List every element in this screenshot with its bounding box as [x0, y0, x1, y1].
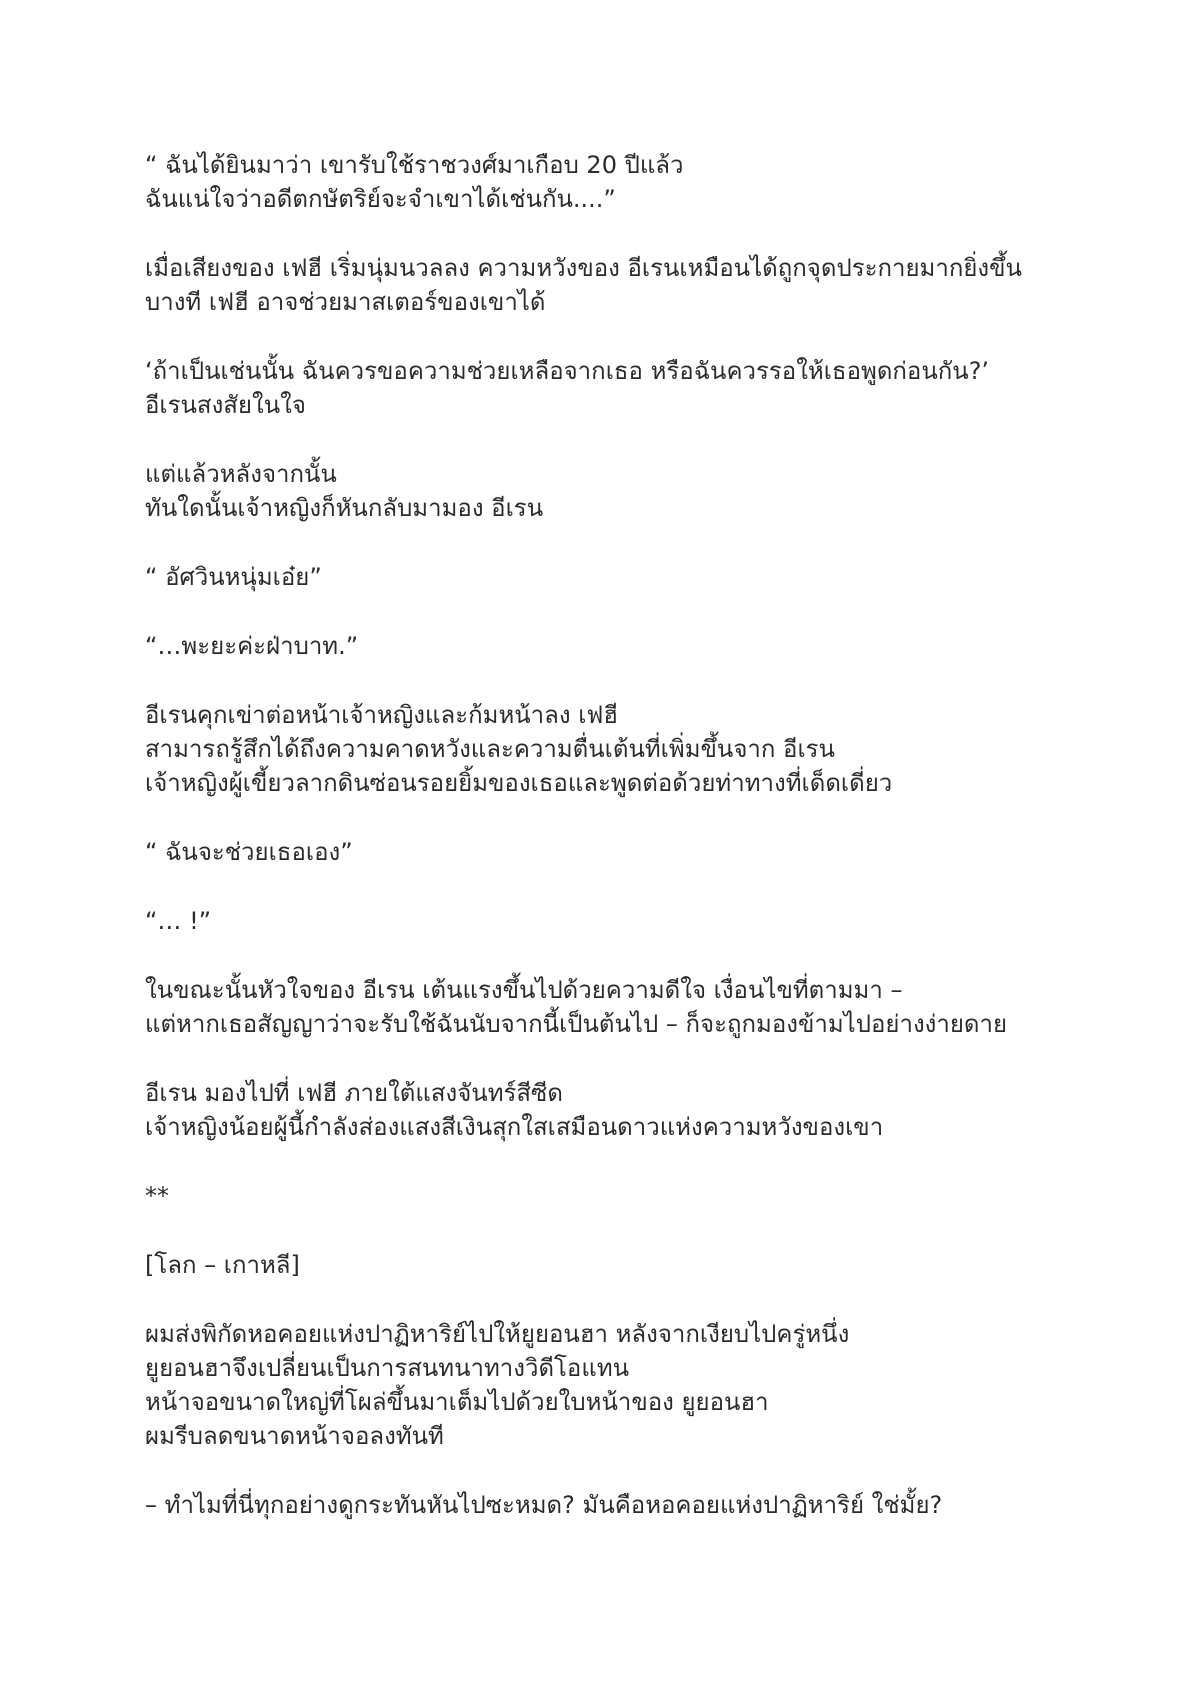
- text-line: อีเรน มองไปที่ เฟฮี ภายใต้แสงจันทร์สีซีด: [145, 1079, 563, 1107]
- text-line: แต่แล้วหลังจากนั้น: [145, 460, 337, 488]
- paragraph: [145, 354, 1045, 422]
- paragraph: [145, 148, 1045, 216]
- text-line: “ ฉันได้ยินมาว่า เขารับใช้ราชวงศ์มาเกือบ 20 ปีแล้ว: [145, 151, 684, 179]
- paragraph: [145, 1488, 1045, 1522]
- text-line: ฉันแน่ใจว่าอดีตกษัตริย์จะจำเขาได้เช่นกัน....”: [145, 185, 616, 213]
- text-line: – ทำไมที่นี่ทุกอย่างดูกระทันหันไปซะหมด? มันคือหอคอยแห่งปาฏิหาริย์ ใช่มั้ย?: [145, 1491, 943, 1519]
- text-line: อีเรนสงสัยในใจ: [145, 391, 306, 419]
- document-body: [145, 148, 1045, 1557]
- text-line: บางที เฟฮี อาจช่วยมาสเตอร์ของเขาได้: [145, 288, 546, 316]
- paragraph: [145, 835, 1045, 869]
- text-line: สามารถรู้สึกได้ถึงความคาดหวังและความตื่นเต้นที่เพิ่มขึ้นจาก อีเรน: [145, 735, 835, 763]
- text-line: **: [145, 1182, 169, 1210]
- paragraph: [145, 560, 1045, 594]
- text-line: ในขณะนั้นหัวใจของ อีเรน เต้นแรงขึ้นไปด้วยความดีใจ เงื่อนไขที่ตามมา –: [145, 976, 903, 1004]
- text-line: แต่หากเธอสัญญาว่าจะรับใช้ฉันนับจากนี้เป็นต้นไป – ก็จะถูกมองข้ามไปอย่างง่ายดาย: [145, 1010, 1008, 1038]
- paragraph: [145, 904, 1045, 938]
- text-line: “… !”: [145, 907, 212, 935]
- paragraph: [145, 698, 1045, 800]
- text-line: “ อัศวินหนุ่มเอ๋ย”: [145, 563, 322, 591]
- text-line: ผมรีบลดขนาดหน้าจอลงทันที: [145, 1422, 444, 1450]
- text-line: ผมส่งพิกัดหอคอยแห่งปาฏิหาริย์ไปให้ยูยอนฮา หลังจากเงียบไปครู่หนึ่ง: [145, 1320, 850, 1348]
- text-line: หน้าจอขนาดใหญ่ที่โผล่ขึ้นมาเต็มไปด้วยใบหน้าของ ยูยอนฮา: [145, 1388, 769, 1416]
- text-line: เมื่อเสียงของ เฟฮี เริ่มนุ่มนวลลง ความหวังของ อีเรนเหมือนได้ถูกจุดประกายมากยิ่งขึ้น: [145, 254, 1022, 282]
- text-line: ‘ถ้าเป็นเช่นนั้น ฉันควรขอความช่วยเหลือจากเธอ หรือฉันควรรอให้เธอพูดก่อนกัน?’: [145, 357, 990, 385]
- text-line: [โลก – เกาหลี]: [145, 1251, 300, 1279]
- text-line: “ ฉันจะช่วยเธอเอง”: [145, 838, 353, 866]
- text-line: ยูยอนฮาจึงเปลี่ยนเป็นการสนทนาทางวิดีโอแทน: [145, 1354, 630, 1382]
- paragraph: [145, 1248, 1045, 1282]
- paragraph: [145, 973, 1045, 1041]
- text-line: อีเรนคุกเข่าต่อหน้าเจ้าหญิงและก้มหน้าลง เฟฮี: [145, 701, 619, 729]
- paragraph: [145, 457, 1045, 525]
- paragraph: [145, 1317, 1045, 1453]
- paragraph: [145, 629, 1045, 663]
- paragraph: [145, 1076, 1045, 1144]
- paragraph: [145, 251, 1045, 319]
- text-line: ทันใดนั้นเจ้าหญิงก็หันกลับมามอง อีเรน: [145, 494, 544, 522]
- text-line: “…พะยะค่ะฝ่าบาท.”: [145, 632, 359, 660]
- text-line: เจ้าหญิงผู้เขี้ยวลากดินซ่อนรอยยิ้มของเธอและพูดต่อด้วยท่าทางที่เด็ดเดี่ยว: [145, 769, 893, 797]
- text-line: เจ้าหญิงน้อยผู้นี้กำลังส่องแสงสีเงินสุกใสเสมือนดาวแห่งความหวังของเขา: [145, 1113, 884, 1141]
- paragraph: [145, 1179, 1045, 1213]
